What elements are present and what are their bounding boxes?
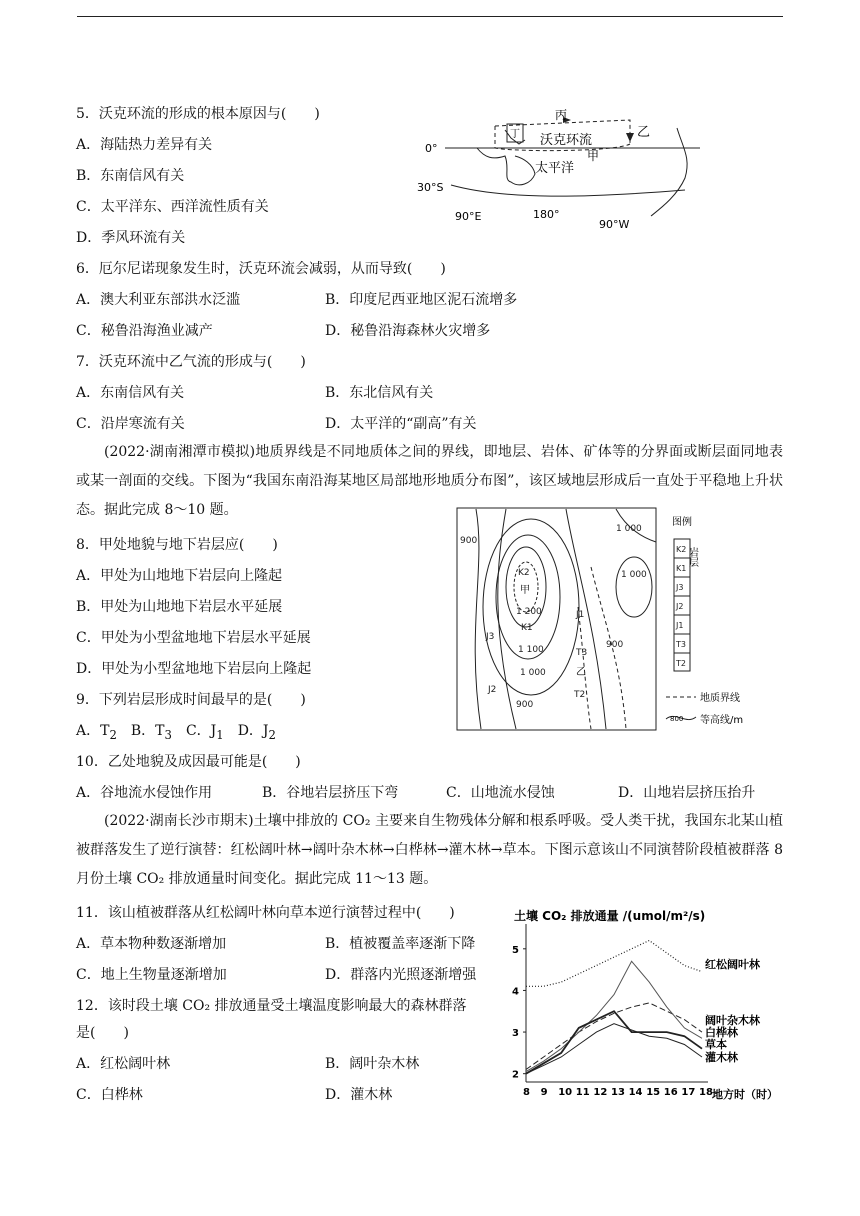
x-tick-label: 9 xyxy=(540,1087,548,1098)
stratum-t3: T3 xyxy=(576,648,588,658)
legend-j3: J3 xyxy=(676,583,684,592)
legend-k1: K1 xyxy=(676,564,687,573)
q5-option-b: B．东南信风有关 xyxy=(76,168,185,184)
q8-option-b: B．甲处为山地地下岩层水平延展 xyxy=(76,599,283,615)
legend-t2: T2 xyxy=(676,659,686,668)
x-axis-label: 地方时（时） xyxy=(712,1088,778,1101)
q10-stem: 10．乙处地貌及成因最可能是( ) xyxy=(76,754,301,770)
q9-option-c-sub: 1 xyxy=(216,727,224,742)
stratum-k1: K1 xyxy=(521,623,533,633)
passage-co2: (2022·湖南长沙市期末)土壤中排放的 CO₂ 主要来自生物残体分解和根系呼吸。受人类干扰，我国东北某山植被群落发生了逆行演替：红松阔叶林→阔叶杂木林→白桦林→灌木林→草本。下图示意该山不同演替阶段植被群落 8 月份土壤 CO₂ 排放通量时间变化。据此完成 11～13 题。 xyxy=(76,813,783,887)
y-tick-label: 3 xyxy=(512,1028,519,1040)
legend-boundary: 地质界线 xyxy=(700,693,740,704)
x-tick-label: 13 xyxy=(611,1087,625,1098)
y-tick-label: 4 xyxy=(512,986,519,998)
contour-label-5: 900 xyxy=(516,700,534,710)
label-pacific: 太平洋 xyxy=(535,161,575,176)
stratum-j2: J2 xyxy=(488,685,497,695)
stratum-j1: J1 xyxy=(576,610,585,620)
walker-circulation-map xyxy=(415,108,705,233)
y-tick-label: 2 xyxy=(512,1069,519,1081)
legend-t3: T3 xyxy=(676,640,686,649)
label-jia-map: 甲 xyxy=(520,585,530,596)
x-tick-label: 11 xyxy=(575,1087,590,1098)
stratum-j3: J3 xyxy=(486,632,495,642)
q12-stem-cont: 是( ) xyxy=(76,1025,129,1041)
stratum-t2: T2 xyxy=(574,690,586,700)
q7-option-c: C．沿岸寒流有关 xyxy=(76,416,185,432)
x-tick-label: 15 xyxy=(646,1087,661,1098)
q12-stem: 12．该时段土壤 CO₂ 排放通量受土壤温度影响最大的森林群落 xyxy=(76,998,467,1014)
series-label: 白桦林 xyxy=(705,1026,738,1039)
legend-contour: 等高线/m xyxy=(700,715,744,726)
q5-stem: 5．沃克环流的形成的根本原因与( ) xyxy=(76,106,320,122)
passage-geology: (2022·湖南湘潭市模拟)地质界线是不同地质体之间的界线，即地层、岩体、矿体等的分界面或断层面同地表或某一剖面的交线。下图为“我国东南沿海某地区局部地形地质分布图”，该区域地层形成后一直处于平稳地上升状态。据此完成 8～10 题。 xyxy=(76,444,783,518)
q11-option-a: A．草本物种数逐渐增加 xyxy=(76,936,227,952)
q7-option-a: A．东南信风有关 xyxy=(76,385,185,401)
legend-j2: J2 xyxy=(676,602,684,611)
label-bing: 丙 xyxy=(555,108,568,122)
q9-option-a: A．T xyxy=(76,723,110,739)
x-tick-label: 16 xyxy=(663,1087,678,1098)
label-walker: 沃克环流 xyxy=(540,133,593,148)
contour-label-4: 1 000 xyxy=(520,668,546,678)
series-label: 灌木林 xyxy=(705,1051,738,1064)
q8-stem: 8．甲处地貌与地下岩层应( ) xyxy=(76,537,278,553)
q9-option-b: B．T xyxy=(130,723,165,739)
q11-option-c: C．地上生物量逐渐增加 xyxy=(76,967,227,983)
q8-option-d: D．甲处为小型盆地地下岩层向上隆起 xyxy=(76,661,312,677)
label-ding: 丁 xyxy=(510,129,520,140)
q9-option-a-sub: 2 xyxy=(109,727,117,742)
x-tick-label: 12 xyxy=(593,1087,608,1098)
legend-j1: J1 xyxy=(676,621,684,630)
q6-option-a: A．澳大利亚东部洪水泛滥 xyxy=(76,292,241,308)
q6-option-b: B．印度尼西亚地区泥石流增多 xyxy=(325,292,518,308)
legend-rock: 岩层 xyxy=(686,547,698,567)
contour-label-7: 1 000 xyxy=(621,570,647,580)
q7-option-b: B．东北信风有关 xyxy=(325,385,434,401)
legend-contour-value: 800 xyxy=(670,715,684,723)
x-tick-label: 8 xyxy=(523,1087,530,1098)
label-equator: 0° xyxy=(425,142,438,155)
q5-option-c: C．太平洋东、西洋流性质有关 xyxy=(76,199,269,215)
label-yi: 乙 xyxy=(637,125,651,140)
contour-label-2: 1 200 xyxy=(516,607,542,617)
q8-option-a: A．甲处为山地地下岩层向上隆起 xyxy=(76,568,283,584)
contour-label-6: 1 000 xyxy=(616,524,642,534)
label-jia: 甲 xyxy=(587,149,600,163)
q5-option-d: D．季风环流有关 xyxy=(76,230,186,246)
x-tick-label: 17 xyxy=(681,1087,696,1098)
q12-option-a: A．红松阔叶林 xyxy=(76,1056,171,1072)
q10-option-d: D．山地岩层挤压抬升 xyxy=(618,785,756,801)
q6-option-c: C．秘鲁沿海渔业减产 xyxy=(76,323,213,339)
x-tick-label: 18 xyxy=(699,1087,713,1098)
q7-stem: 7．沃克环流中乙气流的形成与( ) xyxy=(76,354,306,370)
legend-k2: K2 xyxy=(676,545,687,554)
q6-stem: 6．厄尔尼诺现象发生时，沃克环流会减弱，从而导致( ) xyxy=(76,261,446,277)
label-90w: 90°W xyxy=(599,218,630,231)
q12-option-d: D．灌木林 xyxy=(325,1087,393,1103)
series-line xyxy=(526,961,702,1071)
series-line xyxy=(526,941,702,987)
q9-option-d-sub: 2 xyxy=(268,727,276,742)
q11-option-d: D．群落内光照逐渐增强 xyxy=(325,967,477,983)
series-label: 红松阔叶林 xyxy=(705,958,760,971)
q12-option-b: B．阔叶杂木林 xyxy=(325,1056,420,1072)
q9-option-b-sub: 3 xyxy=(164,727,172,742)
q5-option-a: A．海陆热力差异有关 xyxy=(76,137,213,153)
geology-contour-map xyxy=(456,507,801,735)
header-rule xyxy=(77,16,783,17)
stratum-k2: K2 xyxy=(518,568,530,578)
q12-option-c: C．白桦林 xyxy=(76,1087,143,1103)
q9-option-c: C．J xyxy=(185,723,217,739)
q10-option-b: B．谷地岩层挤压下弯 xyxy=(262,785,399,801)
q9-stem: 9．下列岩层形成时间最早的是( ) xyxy=(76,692,306,708)
q9-options xyxy=(76,721,276,745)
series-label: 草本 xyxy=(705,1038,727,1051)
q11-option-b: B．植被覆盖率逐渐下降 xyxy=(325,936,476,952)
legend-title: 图例 xyxy=(672,517,692,528)
y-tick-label: 5 xyxy=(512,944,519,956)
chart-title: 土壤 CO₂ 排放通量 /(umol/m²/s) xyxy=(514,909,706,923)
label-30s: 30°S xyxy=(417,181,444,194)
series-line xyxy=(526,1011,702,1073)
q7-option-d: D．太平洋的“副高”有关 xyxy=(325,416,477,432)
contour-label-1: 900 xyxy=(460,536,478,546)
co2-flux-chart xyxy=(500,906,800,1102)
series-line xyxy=(526,1003,702,1070)
label-yi-map: 乙 xyxy=(576,667,586,678)
label-90e: 90°E xyxy=(455,210,482,223)
series-line xyxy=(526,1024,702,1074)
q10-option-c: C．山地流水侵蚀 xyxy=(446,785,555,801)
label-180: 180° xyxy=(533,208,560,221)
q8-option-c: C．甲处为小型盆地地下岩层水平延展 xyxy=(76,630,311,646)
x-tick-label: 14 xyxy=(628,1087,643,1098)
q10-option-a: A．谷地流水侵蚀作用 xyxy=(76,785,213,801)
x-tick-label: 10 xyxy=(558,1087,573,1098)
q9-option-d: D．J xyxy=(237,723,269,739)
q11-stem: 11．该山植被群落从红松阔叶林向草本逆行演替过程中( ) xyxy=(76,905,455,921)
contour-label-8: 900 xyxy=(606,640,624,650)
contour-label-3: 1 100 xyxy=(518,645,544,655)
q6-option-d: D．秘鲁沿海森林火灾增多 xyxy=(325,323,491,339)
series-label: 阔叶杂木林 xyxy=(705,1014,760,1027)
